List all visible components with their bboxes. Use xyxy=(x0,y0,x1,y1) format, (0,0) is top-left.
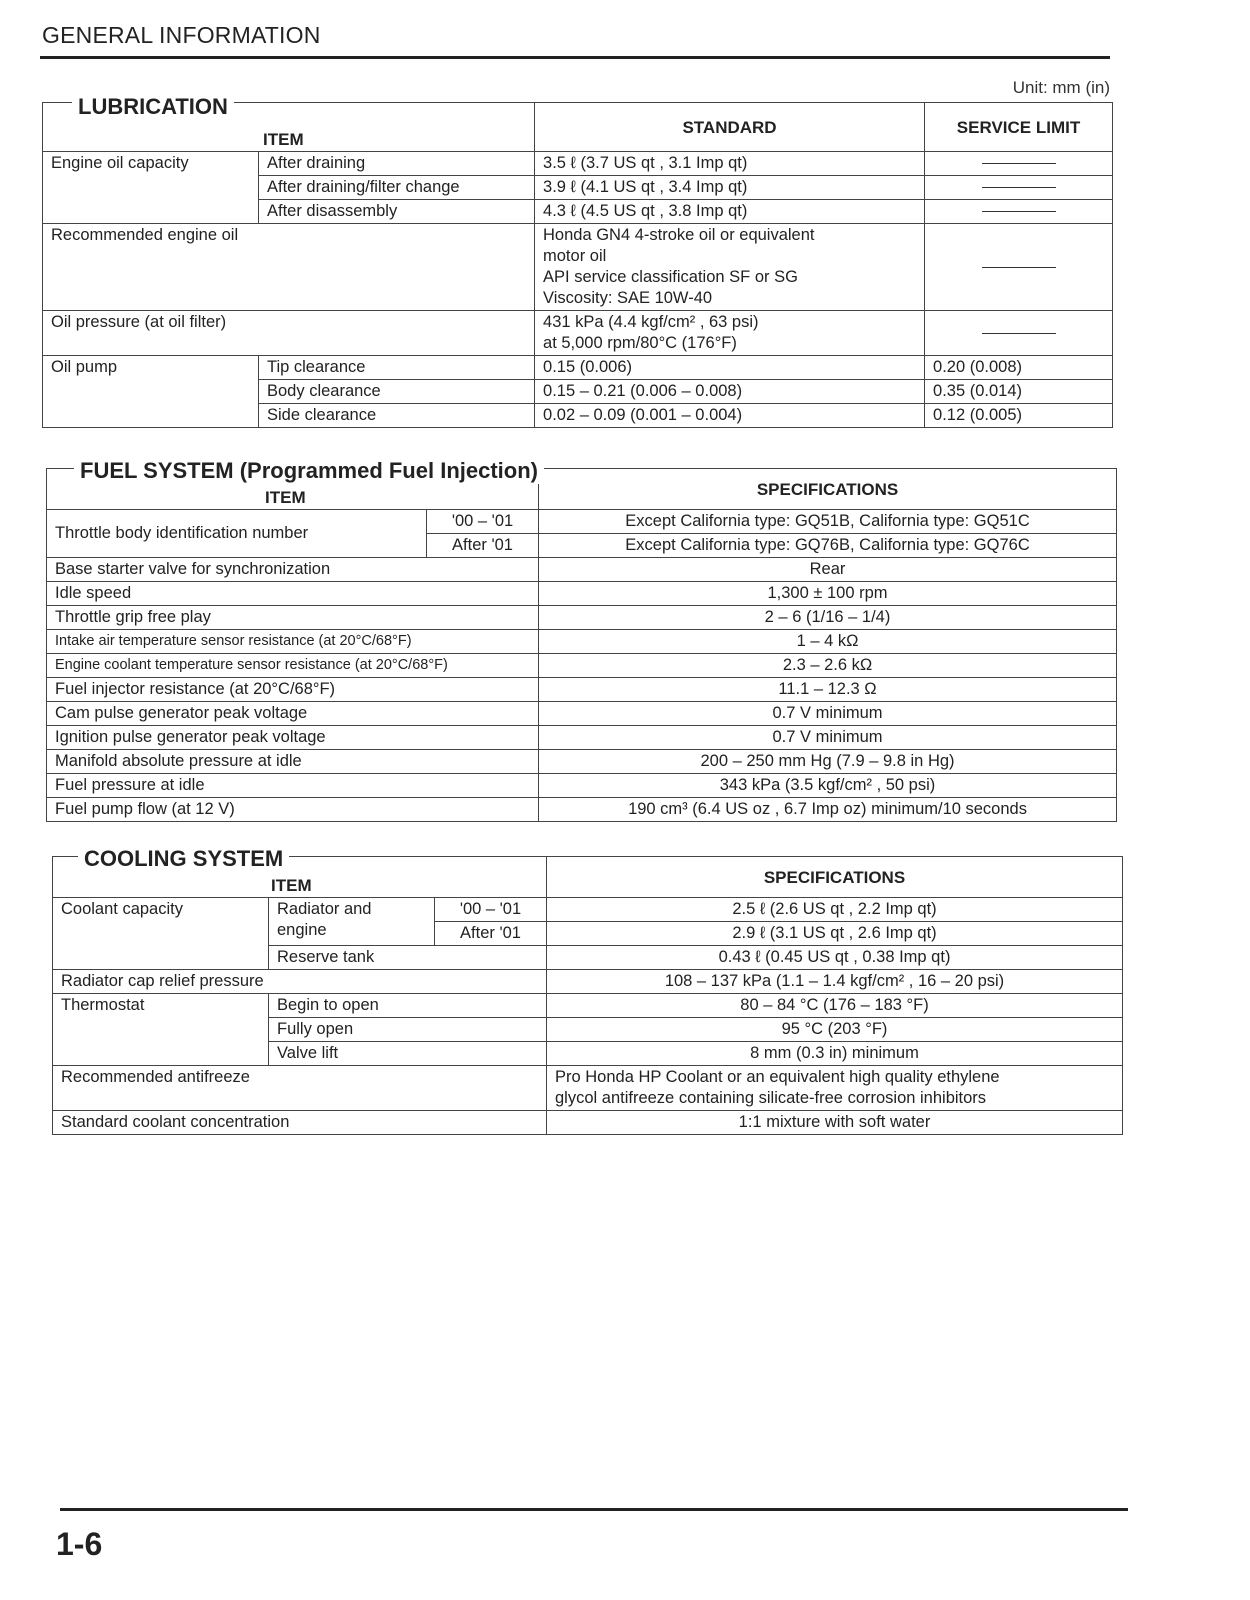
row-label: Fuel injector resistance (at 20°C/68°F) xyxy=(47,678,539,702)
spec-value: 108 – 137 kPa (1.1 – 1.4 kgf/cm² , 16 – 20 psi) xyxy=(547,970,1123,994)
row-label: Engine coolant temperature sensor resistance (at 20°C/68°F) xyxy=(47,654,539,678)
limit-dash xyxy=(925,152,1113,176)
table-row xyxy=(43,224,1113,311)
table-row xyxy=(43,311,1113,356)
radiator-label-line: Radiator and xyxy=(277,900,372,918)
table-row xyxy=(43,152,1113,176)
standard-line: API service classification SF or SG xyxy=(543,268,798,286)
col-spec-header: SPECIFICATIONS xyxy=(547,857,1123,898)
row-label: Fuel pump flow (at 12 V) xyxy=(47,798,539,822)
row-label: Base starter valve for synchronization xyxy=(47,558,539,582)
unit-note: Unit: mm (in) xyxy=(1012,78,1110,97)
header-rule xyxy=(40,56,1110,59)
col-limit-header: SERVICE LIMIT xyxy=(925,103,1113,152)
row-label: Fuel pressure at idle xyxy=(47,774,539,798)
standard-line: at 5,000 rpm/80°C (176°F) xyxy=(543,334,737,352)
spec-value: 0.43 ℓ (0.45 US qt , 0.38 Imp qt) xyxy=(547,946,1123,970)
row-sublabel: Fully open xyxy=(269,1018,547,1042)
cooling-section xyxy=(52,846,1122,1135)
row-label: Thermostat xyxy=(53,994,269,1066)
spec-value: 343 kPa (3.5 kgf/cm² , 50 psi) xyxy=(539,774,1117,798)
row-sublabel: After disassembly xyxy=(259,200,535,224)
spec-value: 1:1 mixture with soft water xyxy=(547,1111,1123,1135)
row-sublabel: After draining xyxy=(259,152,535,176)
spec-value: 1,300 ± 100 rpm xyxy=(539,582,1117,606)
spec-value: 2.9 ℓ (3.1 US qt , 2.6 Imp qt) xyxy=(547,922,1123,946)
standard-value: 0.15 – 0.21 (0.006 – 0.008) xyxy=(535,380,925,404)
limit-value: 0.35 (0.014) xyxy=(925,380,1113,404)
spec-value: Except California type: GQ51B, California type: GQ51C xyxy=(539,510,1117,534)
table-row xyxy=(47,510,1117,534)
spec-value: 200 – 250 mm Hg (7.9 – 9.8 in Hg) xyxy=(539,750,1117,774)
spec-value xyxy=(547,1066,1123,1111)
table-row xyxy=(47,798,1117,822)
col-item-header: ITEM xyxy=(43,103,535,152)
table-row xyxy=(47,582,1117,606)
lubrication-title: LUBRICATION xyxy=(72,94,234,120)
standard-line: motor oil xyxy=(543,247,607,265)
table-row xyxy=(47,654,1117,678)
table-row xyxy=(47,750,1117,774)
row-sublabel xyxy=(269,898,435,946)
table-row xyxy=(47,678,1117,702)
limit-value: 0.12 (0.005) xyxy=(925,404,1113,428)
standard-value xyxy=(535,224,925,311)
fuel-title: FUEL SYSTEM (Programmed Fuel Injection) xyxy=(74,458,544,484)
standard-value: 0.15 (0.006) xyxy=(535,356,925,380)
fuel-section xyxy=(46,458,1116,822)
year-label: '00 – '01 xyxy=(427,510,539,534)
row-label: Coolant capacity xyxy=(53,898,269,970)
year-label: After '01 xyxy=(435,922,547,946)
spec-line: glycol antifreeze containing silicate-free corrosion inhibitors xyxy=(555,1089,987,1107)
table-row xyxy=(43,356,1113,380)
table-row xyxy=(53,1111,1123,1135)
row-label: Oil pump xyxy=(43,356,259,428)
spec-value: 0.7 V minimum xyxy=(539,726,1117,750)
year-label: '00 – '01 xyxy=(435,898,547,922)
row-label: Manifold absolute pressure at idle xyxy=(47,750,539,774)
row-sublabel: After draining/filter change xyxy=(259,176,535,200)
row-label: Ignition pulse generator peak voltage xyxy=(47,726,539,750)
spec-value: 2.5 ℓ (2.6 US qt , 2.2 Imp qt) xyxy=(547,898,1123,922)
limit-value: 0.20 (0.008) xyxy=(925,356,1113,380)
standard-value: 0.02 – 0.09 (0.001 – 0.004) xyxy=(535,404,925,428)
cooling-table xyxy=(52,856,1123,1135)
row-label: Throttle grip free play xyxy=(47,606,539,630)
row-label: Intake air temperature sensor resistance (at 20°C/68°F) xyxy=(47,630,539,654)
spec-line: Pro Honda HP Coolant or an equivalent high quality ethylene xyxy=(555,1068,1000,1086)
limit-dash xyxy=(925,176,1113,200)
row-sublabel: Side clearance xyxy=(259,404,535,428)
radiator-label-line: engine xyxy=(277,921,327,939)
spec-value: 2 – 6 (1/16 – 1/4) xyxy=(539,606,1117,630)
row-sublabel: Tip clearance xyxy=(259,356,535,380)
spec-value: 0.7 V minimum xyxy=(539,702,1117,726)
standard-value: 4.3 ℓ (4.5 US qt , 3.8 Imp qt) xyxy=(535,200,925,224)
cooling-title: COOLING SYSTEM xyxy=(78,846,289,872)
table-row xyxy=(47,774,1117,798)
col-spec-header: SPECIFICATIONS xyxy=(539,469,1117,510)
row-sublabel: Reserve tank xyxy=(269,946,547,970)
row-label: Throttle body identification number xyxy=(47,510,427,558)
spec-value: 80 – 84 °C (176 – 183 °F) xyxy=(547,994,1123,1018)
spec-value: 11.1 – 12.3 Ω xyxy=(539,678,1117,702)
table-row xyxy=(53,994,1123,1018)
table-row xyxy=(47,606,1117,630)
standard-line: 431 kPa (4.4 kgf/cm² , 63 psi) xyxy=(543,313,759,331)
table-row xyxy=(53,1066,1123,1111)
spec-value: 2.3 – 2.6 kΩ xyxy=(539,654,1117,678)
spec-value: 8 mm (0.3 in) minimum xyxy=(547,1042,1123,1066)
limit-dash xyxy=(925,224,1113,311)
lubrication-section xyxy=(42,94,1112,428)
table-row xyxy=(53,898,1123,922)
standard-value: 3.9 ℓ (4.1 US qt , 3.4 Imp qt) xyxy=(535,176,925,200)
table-row xyxy=(47,702,1117,726)
year-label: After '01 xyxy=(427,534,539,558)
page-number: 1-6 xyxy=(56,1526,103,1562)
standard-line: Viscosity: SAE 10W-40 xyxy=(543,289,713,307)
row-label: Radiator cap relief pressure xyxy=(53,970,547,994)
row-label: Cam pulse generator peak voltage xyxy=(47,702,539,726)
standard-value xyxy=(535,311,925,356)
spec-value: Rear xyxy=(539,558,1117,582)
spec-value: 95 °C (203 °F) xyxy=(547,1018,1123,1042)
table-row xyxy=(53,970,1123,994)
table-row xyxy=(47,630,1117,654)
col-item-header: ITEM xyxy=(53,857,547,898)
spec-value: 1 – 4 kΩ xyxy=(539,630,1117,654)
footer-rule xyxy=(60,1508,1128,1511)
lubrication-table xyxy=(42,102,1113,428)
col-standard-header: STANDARD xyxy=(535,103,925,152)
row-label: Engine oil capacity xyxy=(43,152,259,224)
fuel-table xyxy=(46,468,1117,822)
table-row xyxy=(47,726,1117,750)
row-sublabel: Begin to open xyxy=(269,994,547,1018)
col-item-header: ITEM xyxy=(47,469,539,510)
row-label: Oil pressure (at oil filter) xyxy=(43,311,535,356)
limit-dash xyxy=(925,200,1113,224)
row-sublabel: Body clearance xyxy=(259,380,535,404)
spec-value: Except California type: GQ76B, California type: GQ76C xyxy=(539,534,1117,558)
table-row xyxy=(47,558,1117,582)
standard-line: Honda GN4 4-stroke oil or equivalent xyxy=(543,226,815,244)
row-label: Recommended engine oil xyxy=(43,224,535,311)
row-label: Standard coolant concentration xyxy=(53,1111,547,1135)
spec-value: 190 cm³ (6.4 US oz , 6.7 Imp oz) minimum/10 seconds xyxy=(539,798,1117,822)
row-sublabel: Valve lift xyxy=(269,1042,547,1066)
row-label: Idle speed xyxy=(47,582,539,606)
limit-dash xyxy=(925,311,1113,356)
page-title: GENERAL INFORMATION xyxy=(42,22,321,48)
row-label: Recommended antifreeze xyxy=(53,1066,547,1111)
standard-value: 3.5 ℓ (3.7 US qt , 3.1 Imp qt) xyxy=(535,152,925,176)
